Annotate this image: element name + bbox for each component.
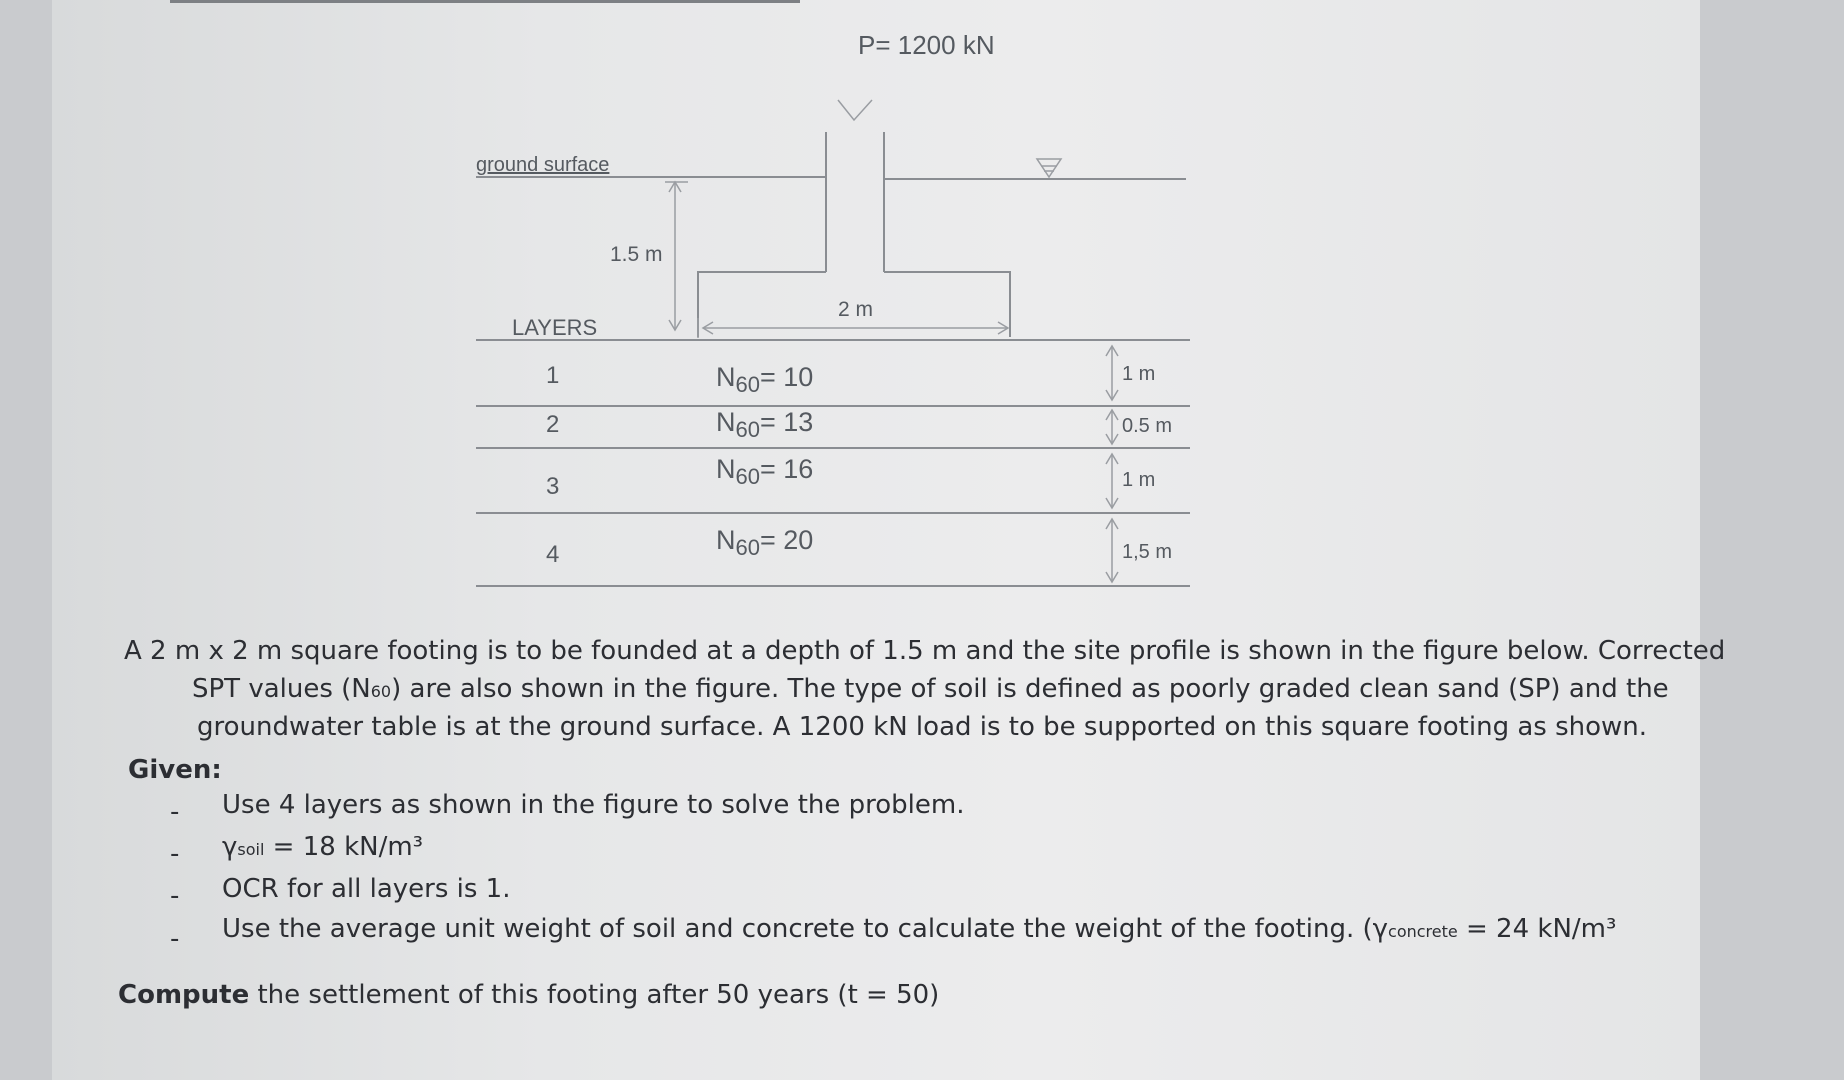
layer-number: 4 xyxy=(546,541,560,568)
n60-value-layer-4: $N_{60}= 20$ xyxy=(716,525,814,560)
problem-line-1: A 2 m x 2 m square footing is to be founded at a depth of 1.5 m and the site profile is shown in the figure below. Corrected xyxy=(124,636,1726,666)
given-item-3: OCR for all layers is 1. xyxy=(222,874,511,904)
ground-surface-label: ground surface xyxy=(476,154,610,176)
problem-line-2: SPT values (N60) are also shown in the figure. The type of soil is defined as poorly graded clean sand (SP) and the xyxy=(192,674,1669,704)
thickness-label: 1,5 m xyxy=(1122,541,1173,563)
given-item-2: γsoil = 18 kN/m³ xyxy=(222,832,424,862)
bullet-dash: - xyxy=(170,797,180,827)
layers-header: LAYERS xyxy=(512,315,598,340)
n60-value-layer-1: $N_{60}= 10$ xyxy=(716,362,814,397)
thickness-label: 0.5 m xyxy=(1122,415,1173,437)
compute-instruction: Compute the settlement of this footing after 50 years (t = 50) xyxy=(118,980,940,1010)
n60-value-layer-3: $N_{60}= 16$ xyxy=(716,454,814,489)
load-label: P= 1200 kN xyxy=(858,30,995,60)
layer-number: 3 xyxy=(546,473,560,500)
layer-number: 1 xyxy=(546,362,560,389)
bullet-dash: - xyxy=(170,839,180,869)
problem-line-3: groundwater table is at the ground surface. A 1200 kN load is to be supported on this square footing as shown. xyxy=(197,712,1648,742)
depth-label: 1.5 m xyxy=(610,243,663,266)
water-table-icon xyxy=(1037,159,1061,177)
thickness-label: 1 m xyxy=(1122,469,1156,491)
given-heading: Given: xyxy=(128,755,222,785)
given-item-1: Use 4 layers as shown in the figure to solve the problem. xyxy=(222,790,965,820)
given-item-4: Use the average unit weight of soil and concrete to calculate the weight of the footing. (γconcrete = 24 kN/m³ xyxy=(222,914,1617,944)
layer-number: 2 xyxy=(546,411,560,438)
bullet-dash: - xyxy=(170,881,180,911)
thickness-label: 1 m xyxy=(1122,363,1156,385)
width-label: 2 m xyxy=(838,298,874,321)
bullet-dash: - xyxy=(170,924,180,954)
load-arrow-icon xyxy=(838,100,872,120)
n60-value-layer-2: $N_{60}= 13$ xyxy=(716,407,814,442)
